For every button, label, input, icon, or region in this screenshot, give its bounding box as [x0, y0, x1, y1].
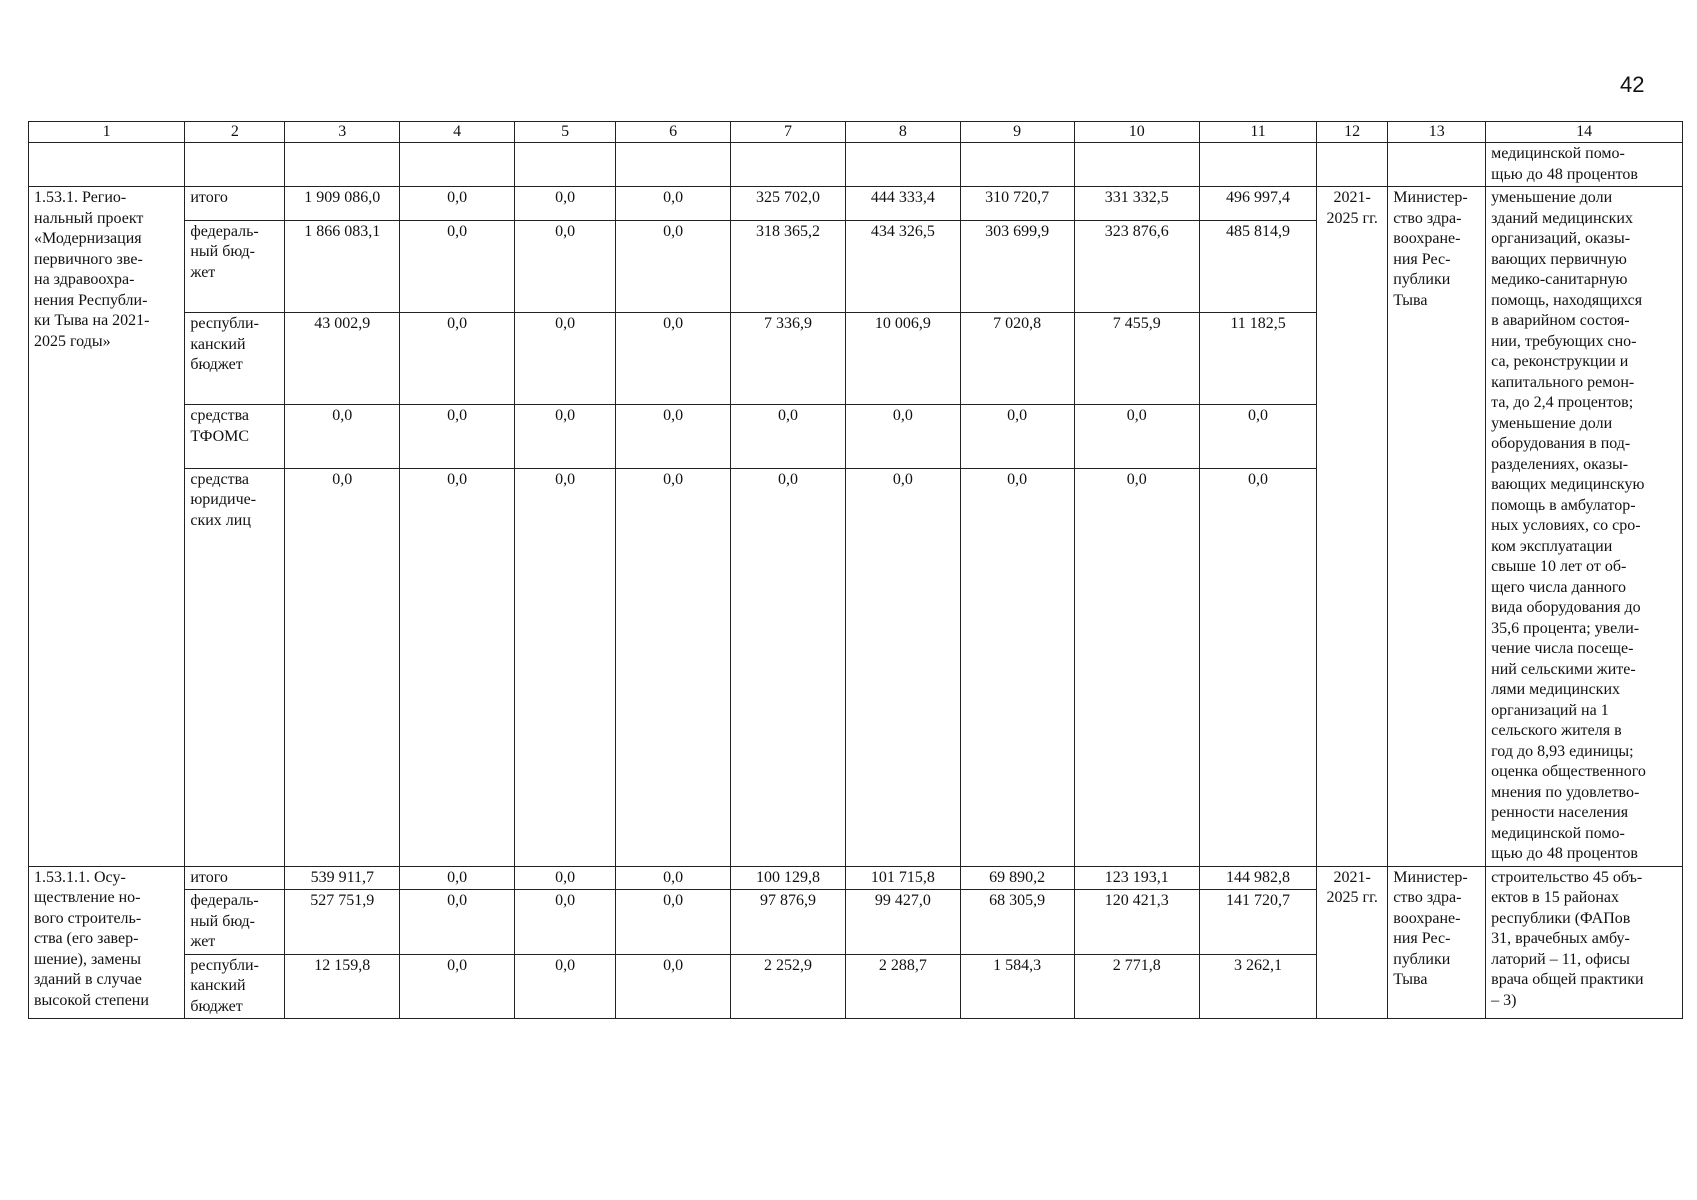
amount-cell: 0,0	[515, 468, 616, 866]
amount-cell: 0,0	[400, 187, 515, 221]
continuation-cell	[960, 143, 1074, 187]
amount-cell: 0,0	[1074, 468, 1200, 866]
amount-cell: 0,0	[616, 468, 731, 866]
amount-cell: 7 020,8	[960, 313, 1074, 405]
amount-cell: 0,0	[515, 954, 616, 1019]
amount-cell: 485 814,9	[1200, 220, 1317, 312]
amount-cell: 0,0	[616, 187, 731, 221]
measure-name: 1.53.1. Регио- нальный проект «Модернизация первичного зве- на здравоохра- нения Республи- ки Тыва на 2021- 2025 годы»	[29, 187, 185, 867]
measure-name: 1.53.1.1. Осу- ществление но- вого строитель- ства (его завер- шение), замены зданий в случае высокой степени	[29, 866, 185, 1019]
amount-cell: 0,0	[616, 866, 731, 890]
amount-cell: 318 365,2	[731, 220, 846, 312]
column-header-11: 11	[1200, 122, 1317, 143]
funding-source: федераль- ный бюд- жет	[185, 220, 285, 312]
column-header-10: 10	[1074, 122, 1200, 143]
amount-cell: 43 002,9	[285, 313, 400, 405]
amount-cell: 12 159,8	[285, 954, 400, 1019]
column-header-3: 3	[285, 122, 400, 143]
funding-source: итого	[185, 187, 285, 221]
table-row	[29, 866, 1683, 890]
column-header-6: 6	[616, 122, 731, 143]
funding-source: средства ТФОМС	[185, 405, 285, 468]
amount-cell: 2 288,7	[845, 954, 960, 1019]
continuation-cell	[285, 143, 400, 187]
amount-cell: 539 911,7	[285, 866, 400, 890]
amount-cell: 144 982,8	[1200, 866, 1317, 890]
table-body	[29, 122, 1683, 1019]
amount-cell: 444 333,4	[845, 187, 960, 221]
amount-cell: 7 455,9	[1074, 313, 1200, 405]
continuation-row	[29, 143, 1683, 187]
amount-cell: 0,0	[285, 468, 400, 866]
amount-cell: 0,0	[400, 468, 515, 866]
continuation-cell	[1317, 143, 1388, 187]
amount-cell: 68 305,9	[960, 890, 1074, 955]
amount-cell: 0,0	[515, 313, 616, 405]
continuation-cell	[29, 143, 185, 187]
column-header-2: 2	[185, 122, 285, 143]
amount-cell: 331 332,5	[1074, 187, 1200, 221]
column-header-12: 12	[1317, 122, 1388, 143]
continuation-cell	[845, 143, 960, 187]
amount-cell: 0,0	[731, 405, 846, 468]
amount-cell: 97 876,9	[731, 890, 846, 955]
amount-cell: 0,0	[400, 313, 515, 405]
amount-cell: 496 997,4	[1200, 187, 1317, 221]
amount-cell: 141 720,7	[1200, 890, 1317, 955]
column-header-4: 4	[400, 122, 515, 143]
amount-cell: 0,0	[400, 954, 515, 1019]
funding-source: республи- канский бюджет	[185, 313, 285, 405]
continuation-cell	[1074, 143, 1200, 187]
amount-cell: 69 890,2	[960, 866, 1074, 890]
amount-cell: 100 129,8	[731, 866, 846, 890]
amount-cell: 434 326,5	[845, 220, 960, 312]
continuation-cell	[1200, 143, 1317, 187]
amount-cell: 0,0	[960, 468, 1074, 866]
amount-cell: 0,0	[845, 468, 960, 866]
implementation-period: 2021- 2025 гг.	[1317, 866, 1388, 1019]
amount-cell: 0,0	[400, 866, 515, 890]
responsible-executor: Министер- ство здра- воохране- ния Рес- публики Тыва	[1388, 187, 1486, 867]
amount-cell: 0,0	[285, 405, 400, 468]
amount-cell: 0,0	[400, 405, 515, 468]
page-number: 42	[1620, 72, 1645, 97]
amount-cell: 1 866 083,1	[285, 220, 400, 312]
amount-cell: 303 699,9	[960, 220, 1074, 312]
column-header-14: 14	[1486, 122, 1683, 143]
amount-cell: 0,0	[616, 405, 731, 468]
amount-cell: 310 720,7	[960, 187, 1074, 221]
implementation-period: 2021- 2025 гг.	[1317, 187, 1388, 867]
amount-cell: 0,0	[731, 468, 846, 866]
continuation-cell	[1388, 143, 1486, 187]
amount-cell: 323 876,6	[1074, 220, 1200, 312]
header-row	[29, 122, 1683, 143]
amount-cell: 99 427,0	[845, 890, 960, 955]
amount-cell: 0,0	[1200, 468, 1317, 866]
amount-cell: 1 584,3	[960, 954, 1074, 1019]
budget-table	[28, 121, 1683, 1019]
column-header-5: 5	[515, 122, 616, 143]
amount-cell: 0,0	[616, 954, 731, 1019]
amount-cell: 120 421,3	[1074, 890, 1200, 955]
amount-cell: 0,0	[515, 220, 616, 312]
amount-cell: 0,0	[616, 220, 731, 312]
amount-cell: 0,0	[1074, 405, 1200, 468]
amount-cell: 0,0	[515, 866, 616, 890]
amount-cell: 0,0	[960, 405, 1074, 468]
amount-cell: 123 193,1	[1074, 866, 1200, 890]
amount-cell: 3 262,1	[1200, 954, 1317, 1019]
table-row	[29, 187, 1683, 221]
column-header-1: 1	[29, 122, 185, 143]
funding-source: средства юридиче- ских лиц	[185, 468, 285, 866]
amount-cell: 101 715,8	[845, 866, 960, 890]
amount-cell: 0,0	[616, 313, 731, 405]
funding-source: республи- канский бюджет	[185, 954, 285, 1019]
funding-source: итого	[185, 866, 285, 890]
column-header-13: 13	[1388, 122, 1486, 143]
amount-cell: 1 909 086,0	[285, 187, 400, 221]
amount-cell: 325 702,0	[731, 187, 846, 221]
amount-cell: 0,0	[400, 220, 515, 312]
amount-cell: 0,0	[400, 890, 515, 955]
amount-cell: 0,0	[1200, 405, 1317, 468]
amount-cell: 10 006,9	[845, 313, 960, 405]
expected-result: уменьшение доли зданий медицинских организаций, оказы- вающих первичную медико-санитарную помощь, находящихся в аварийном состоя- нии, требующих сно- са, реконструкции и капитального ремон- та, до 2,4 процентов; уменьшение доли оборудования в под- разделениях, оказы- вающих медицинскую помощь в амбулатор- ных условиях, со сро- ком эксплуатации свыше 10 лет от об- щего числа данного вида оборудования до 35,6 процента; увели- чение числа посеще- ний сельскими жите- лями медицинских организаций на 1 сельского жителя в год до 8,93 единицы; оценка общественного мнения по удовлетво- ренности населения медицинской помо- щью до 48 процентов	[1486, 187, 1683, 867]
amount-cell: 0,0	[845, 405, 960, 468]
responsible-executor: Министер- ство здра- воохране- ния Рес- публики Тыва	[1388, 866, 1486, 1019]
continuation-cell	[185, 143, 285, 187]
expected-result: строительство 45 объ- ектов в 15 районах республики (ФАПов 31, врачебных амбу- латорий – 11, офисы врача общей практики – 3)	[1486, 866, 1683, 1019]
amount-cell: 2 771,8	[1074, 954, 1200, 1019]
amount-cell: 7 336,9	[731, 313, 846, 405]
continuation-cell	[616, 143, 731, 187]
continuation-cell	[515, 143, 616, 187]
column-header-8: 8	[845, 122, 960, 143]
amount-cell: 0,0	[515, 405, 616, 468]
continuation-result: медицинской помо- щью до 48 процентов	[1486, 143, 1683, 187]
amount-cell: 0,0	[515, 890, 616, 955]
funding-source: федераль- ный бюд- жет	[185, 890, 285, 955]
amount-cell: 527 751,9	[285, 890, 400, 955]
continuation-cell	[400, 143, 515, 187]
amount-cell: 0,0	[515, 187, 616, 221]
column-header-7: 7	[731, 122, 846, 143]
column-header-9: 9	[960, 122, 1074, 143]
continuation-cell	[731, 143, 846, 187]
amount-cell: 2 252,9	[731, 954, 846, 1019]
amount-cell: 11 182,5	[1200, 313, 1317, 405]
amount-cell: 0,0	[616, 890, 731, 955]
